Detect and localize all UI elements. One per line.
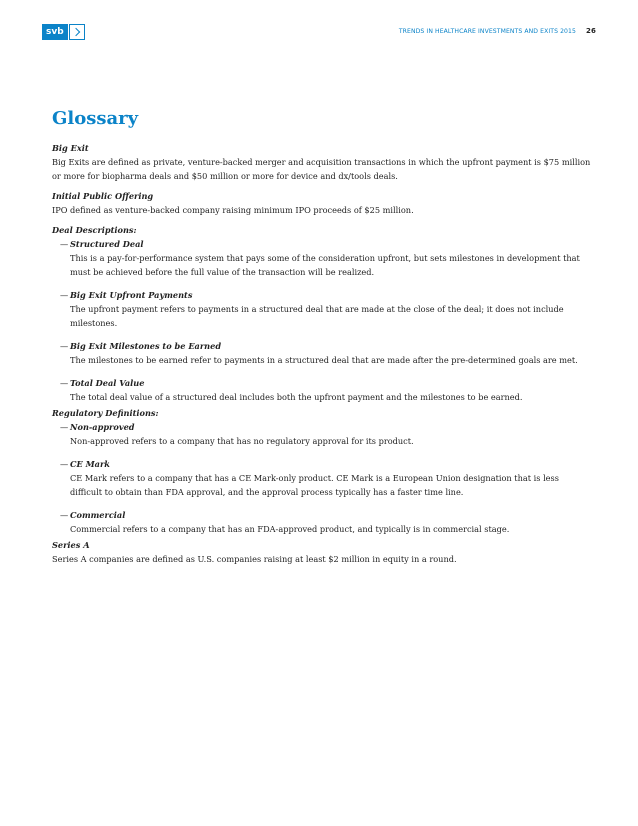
running-header <box>399 27 596 35</box>
deal-descriptions-list <box>60 237 592 404</box>
page-number: 26 <box>586 27 596 35</box>
subterm-total-deal-value: Total Deal Value <box>70 378 145 388</box>
list-item <box>60 339 592 367</box>
term-regulatory-definitions: Regulatory Definitions: <box>52 408 159 418</box>
regulatory-definitions-list <box>60 420 592 536</box>
subterm-ce-mark: CE Mark <box>70 459 110 469</box>
logo-text: svb <box>42 24 69 40</box>
dash-bullet: — <box>60 239 69 249</box>
dash-bullet: — <box>60 422 69 432</box>
list-item <box>60 288 592 330</box>
subdef-total-deal-value: The total deal value of a structured deal includes both the upfront payment and the milestones to be earned. <box>70 392 523 402</box>
page-title: Glossary <box>52 108 139 129</box>
list-item <box>60 508 592 536</box>
subdef-non-approved: Non-approved refers to a company that has no regulatory approval for its product. <box>70 436 414 446</box>
subterm-non-approved: Non-approved <box>70 422 135 432</box>
subterm-commercial: Commercial <box>70 510 126 520</box>
term-ipo: Initial Public Offering <box>52 191 154 201</box>
list-item <box>60 457 592 499</box>
list-item <box>60 237 592 279</box>
subterm-upfront-payments: Big Exit Upfront Payments <box>70 290 193 300</box>
dash-bullet: — <box>60 510 69 520</box>
def-ipo: IPO defined as venture-backed company raising minimum IPO proceeds of $25 million. <box>52 205 414 215</box>
chevron-right-icon <box>69 24 85 40</box>
subdef-structured-deal: This is a pay-for-performance system that pays some of the consideration upfront, but sets milestones in development that must be achieved before the full value of the transaction will be realized. <box>70 253 580 277</box>
term-big-exit: Big Exit <box>52 143 89 153</box>
subterm-structured-deal: Structured Deal <box>70 239 144 249</box>
term-deal-descriptions: Deal Descriptions: <box>52 225 137 235</box>
svb-logo <box>42 24 85 40</box>
list-item <box>60 420 592 448</box>
dash-bullet: — <box>60 378 69 388</box>
term-series-a: Series A <box>52 540 90 550</box>
dash-bullet: — <box>60 341 69 351</box>
dash-bullet: — <box>60 459 69 469</box>
subdef-ce-mark: CE Mark refers to a company that has a CE Mark-only product. CE Mark is a European Union designation that is less difficult to obtain than FDA approval, and the approval process typically has a faster time line. <box>70 473 559 497</box>
subterm-milestones: Big Exit Milestones to be Earned <box>70 341 222 351</box>
dash-bullet: — <box>60 290 69 300</box>
list-item <box>60 376 592 404</box>
running-title: TRENDS IN HEALTHCARE INVESTMENTS AND EXITS 2015 <box>398 28 576 35</box>
def-series-a: Series A companies are defined as U.S. companies raising at least $2 million in equity in a round. <box>52 554 457 564</box>
subdef-milestones: The milestones to be earned refer to payments in a structured deal that are made after the pre-determined goals are met. <box>70 355 578 365</box>
subdef-commercial: Commercial refers to a company that has an FDA-approved product, and typically is in commercial stage. <box>70 524 510 534</box>
glossary-content <box>52 141 592 572</box>
subdef-upfront-payments: The upfront payment refers to payments in a structured deal that are made at the close of the deal; it does not include milestones. <box>70 304 564 328</box>
def-big-exit: Big Exits are defined as private, venture-backed merger and acquisition transactions in which the upfront payment is $75 million or more for biopharma deals and $50 million or more for device and dx/tools deals. <box>52 157 591 181</box>
